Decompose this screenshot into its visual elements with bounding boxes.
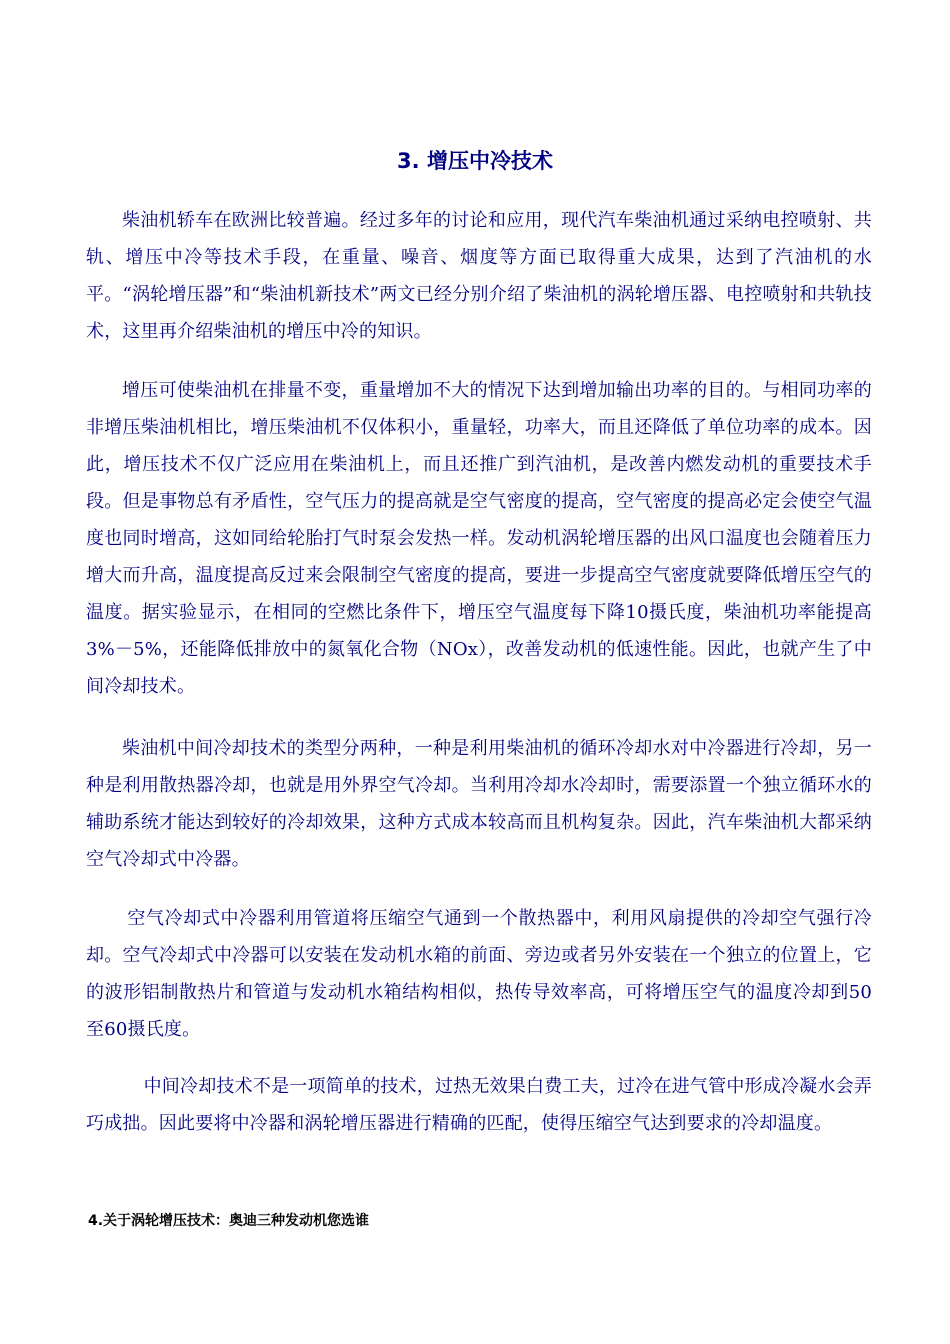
- paragraph-intercooling-types: 柴油机中间冷却技术的类型分两种，一种是利用柴油机的循环冷却水对中冷器进行冷却，另一种是利用散热器冷却，也就是用外界空气冷却。当利用冷却水冷却时，需要添置一个独立循环水的辅助系统才能达到较好的冷却效果，这种方式成本较高而且机构复杂。因此，汽车柴油机大都采纳空气冷却式中冷器。: [86, 738, 872, 870]
- paragraph-air-cooled-intercooler: 空气冷却式中冷器利用管道将压缩空气通到一个散热器中，利用风扇提供的冷却空气强行冷却。空气冷却式中冷器可以安装在发动机水箱的前面、旁边或者另外安装在一个独立的位置上，它的波形铝制散热片和管道与发动机水箱结构相似，热传导效率高，可将增压空气的温度冷却到50至60摄氏度。: [86, 908, 872, 1040]
- paragraph-turbocharging: 增压可使柴油机在排量不变，重量增加不大的情况下达到增加输出功率的目的。与相同功率的非增压柴油机相比，增压柴油机不仅体积小，重量轻，功率大，而且还降低了单位功率的成本。因此，增压技术不仅广泛应用在柴油机上，而且还推广到汽油机，是改善内燃发动机的重要技术手段。但是事物总有矛盾性，空气压力的提高就是空气密度的提高，空气密度的提高必定会使空气温度也同时增高，这如同给轮胎打气时泵会发热一样。发动机涡轮增压器的出风口温度也会随着压力增大而升高，温度提高反过来会限制空气密度的提高，要进一步提高空气密度就要降低增压空气的温度。据实验显示，在相同的空燃比条件下，增压空气温度每下降10摄氏度，柴油机功率能提高3%－5%，还能降低排放中的氮氧化合物（NOx），改善发动机的低速性能。因此，也就产生了中间冷却技术。: [86, 380, 872, 697]
- section-title: 3. 增压中冷技术: [397, 149, 553, 173]
- next-section-heading: 4.关于涡轮增压技术：奥迪三种发动机您选谁: [88, 1213, 370, 1229]
- paragraph-diesel-cars: 柴油机轿车在欧洲比较普遍。经过多年的讨论和应用，现代汽车柴油机通过采纳电控喷射、共轨、增压中冷等技术手段，在重量、噪音、烟度等方面已取得重大成果，达到了汽油机的水平。“涡轮增压器”和“柴油机新技术”两文已经分别介绍了柴油机的涡轮增压器、电控喷射和共轨技术，这里再介绍柴油机的增压中冷的知识。: [86, 210, 872, 342]
- paragraph-matching: 中间冷却技术不是一项简单的技术，过热无效果白费工夫，过冷在进气管中形成冷凝水会弄巧成拙。因此要将中冷器和涡轮增压器进行精确的匹配，使得压缩空气达到要求的冷却温度。: [86, 1076, 872, 1134]
